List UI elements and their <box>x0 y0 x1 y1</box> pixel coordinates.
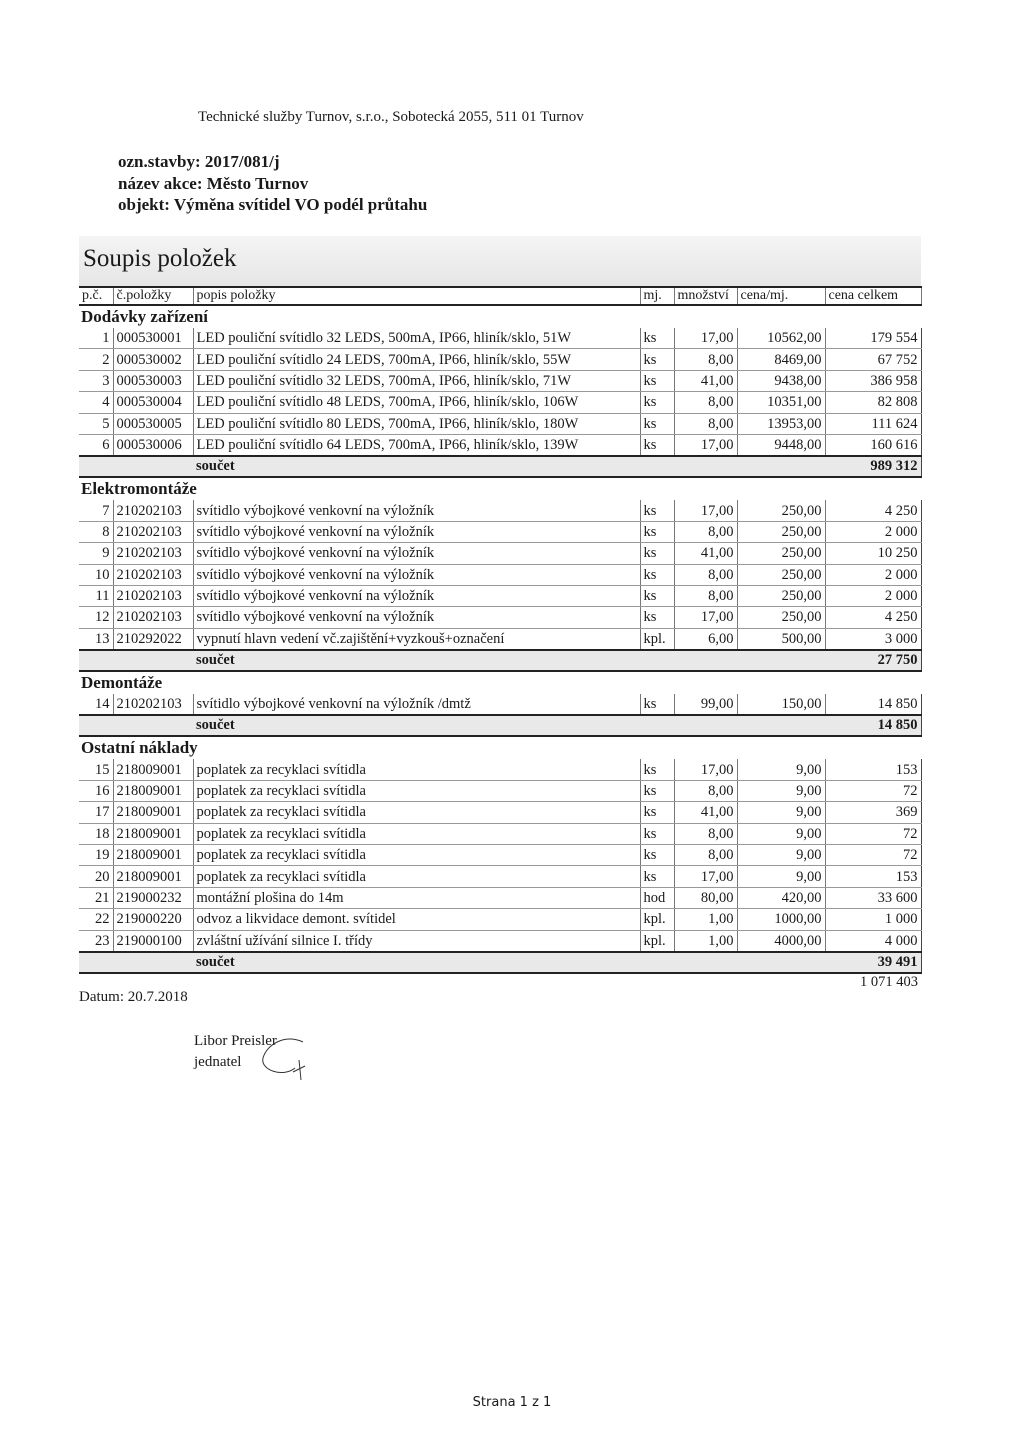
item-code: 000530001 <box>113 328 193 349</box>
company-header: Technické služby Turnov, s.r.o., Sobotecká 2055, 511 01 Turnov <box>198 109 584 125</box>
unit-price: 250,00 <box>737 607 825 628</box>
unit-price: 9448,00 <box>737 434 825 456</box>
date: Datum: 20.7.2018 <box>79 989 188 1005</box>
signature-scrawl <box>255 1030 315 1085</box>
quantity: 8,00 <box>674 585 737 606</box>
row-number: 5 <box>79 413 113 434</box>
table-row <box>79 930 921 952</box>
row-number: 7 <box>79 500 113 521</box>
column-header: cena/mj. <box>737 287 825 305</box>
table-row <box>79 887 921 908</box>
item-description: montážní plošina do 14m <box>193 887 640 908</box>
unit: ks <box>640 564 674 585</box>
unit-price: 1000,00 <box>737 909 825 930</box>
item-code: 210202103 <box>113 500 193 521</box>
table-row <box>79 413 921 434</box>
unit: ks <box>640 802 674 823</box>
quantity: 41,00 <box>674 370 737 391</box>
item-code: 218009001 <box>113 845 193 866</box>
unit: ks <box>640 759 674 780</box>
item-description: svítidlo výbojkové venkovní na výložník <box>193 564 640 585</box>
row-number: 17 <box>79 802 113 823</box>
unit: ks <box>640 780 674 801</box>
total-price: 4 250 <box>825 500 921 521</box>
unit: ks <box>640 370 674 391</box>
section-row <box>79 305 921 328</box>
subtotal-label: součet <box>193 952 825 973</box>
item-description: LED pouliční svítidlo 32 LEDS, 500mA, IP66, hliník/sklo, 51W <box>193 328 640 349</box>
row-number: 21 <box>79 887 113 908</box>
unit-price: 250,00 <box>737 500 825 521</box>
item-description: poplatek za recyklaci svítidla <box>193 823 640 844</box>
subtotal-spacer <box>79 456 193 477</box>
item-code: 000530003 <box>113 370 193 391</box>
section-row <box>79 671 921 694</box>
unit: ks <box>640 866 674 887</box>
subtotal-spacer <box>79 952 193 973</box>
quantity: 8,00 <box>674 349 737 370</box>
item-code: 210202103 <box>113 564 193 585</box>
item-description: svítidlo výbojkové venkovní na výložník <box>193 543 640 564</box>
total-price: 111 624 <box>825 413 921 434</box>
items-table-body <box>79 287 921 990</box>
table-row <box>79 607 921 628</box>
total-price: 386 958 <box>825 370 921 391</box>
column-header: cena celkem <box>825 287 921 305</box>
item-description: vypnutí hlavn vedení vč.zajištění+vyzkouš+označení <box>193 628 640 650</box>
unit-price: 250,00 <box>737 543 825 564</box>
signer-name: Libor Preisler <box>194 1033 277 1049</box>
subtotal-row <box>79 715 921 736</box>
item-code: 210202103 <box>113 543 193 564</box>
table-row <box>79 909 921 930</box>
total-price: 14 850 <box>825 694 921 715</box>
subtotal-value: 14 850 <box>825 715 921 736</box>
document-title: Soupis položek <box>83 245 237 272</box>
table-row <box>79 521 921 542</box>
unit: ks <box>640 349 674 370</box>
item-code: 219000220 <box>113 909 193 930</box>
item-code: 000530002 <box>113 349 193 370</box>
unit-price: 250,00 <box>737 564 825 585</box>
item-code: 000530004 <box>113 392 193 413</box>
total-price: 160 616 <box>825 434 921 456</box>
table-row <box>79 866 921 887</box>
row-number: 14 <box>79 694 113 715</box>
quantity: 8,00 <box>674 392 737 413</box>
item-code: 219000232 <box>113 887 193 908</box>
quantity: 17,00 <box>674 866 737 887</box>
row-number: 6 <box>79 434 113 456</box>
unit: ks <box>640 500 674 521</box>
table-row <box>79 370 921 391</box>
section-title: Demontáže <box>81 673 163 693</box>
item-code: 218009001 <box>113 823 193 844</box>
total-price: 2 000 <box>825 564 921 585</box>
total-price: 179 554 <box>825 328 921 349</box>
unit-price: 9,00 <box>737 802 825 823</box>
item-code: 000530005 <box>113 413 193 434</box>
unit-price: 250,00 <box>737 521 825 542</box>
quantity: 6,00 <box>674 628 737 650</box>
total-price: 72 <box>825 780 921 801</box>
quantity: 17,00 <box>674 759 737 780</box>
item-description: svítidlo výbojkové venkovní na výložník /dmtž <box>193 694 640 715</box>
unit-price: 8469,00 <box>737 349 825 370</box>
items-table <box>79 286 922 990</box>
quantity: 8,00 <box>674 780 737 801</box>
subtotal-label: součet <box>193 456 825 477</box>
section-row <box>79 736 921 759</box>
item-code: 210202103 <box>113 607 193 628</box>
quantity: 99,00 <box>674 694 737 715</box>
total-price: 67 752 <box>825 349 921 370</box>
unit-price: 9,00 <box>737 845 825 866</box>
row-number: 19 <box>79 845 113 866</box>
quantity: 41,00 <box>674 802 737 823</box>
quantity: 8,00 <box>674 564 737 585</box>
item-description: LED pouliční svítidlo 48 LEDS, 700mA, IP66, hliník/sklo, 106W <box>193 392 640 413</box>
item-description: svítidlo výbojkové venkovní na výložník <box>193 500 640 521</box>
total-price: 82 808 <box>825 392 921 413</box>
item-description: svítidlo výbojkové venkovní na výložník <box>193 607 640 628</box>
row-number: 11 <box>79 585 113 606</box>
unit-price: 4000,00 <box>737 930 825 952</box>
unit: ks <box>640 392 674 413</box>
quantity: 41,00 <box>674 543 737 564</box>
table-row <box>79 585 921 606</box>
row-number: 15 <box>79 759 113 780</box>
total-price: 2 000 <box>825 585 921 606</box>
quantity: 8,00 <box>674 845 737 866</box>
unit: ks <box>640 823 674 844</box>
subtotal-spacer <box>79 650 193 671</box>
table-header-row <box>79 287 921 305</box>
item-description: poplatek za recyklaci svítidla <box>193 802 640 823</box>
table-row <box>79 694 921 715</box>
section-title: Elektromontáže <box>81 479 197 499</box>
quantity: 17,00 <box>674 500 737 521</box>
row-number: 3 <box>79 370 113 391</box>
unit-price: 9438,00 <box>737 370 825 391</box>
subtotal-value: 39 491 <box>825 952 921 973</box>
total-price: 2 000 <box>825 521 921 542</box>
quantity: 80,00 <box>674 887 737 908</box>
table-row <box>79 434 921 456</box>
item-description: svítidlo výbojkové venkovní na výložník <box>193 521 640 542</box>
unit-price: 420,00 <box>737 887 825 908</box>
quantity: 8,00 <box>674 413 737 434</box>
row-number: 8 <box>79 521 113 542</box>
total-price: 33 600 <box>825 887 921 908</box>
grand-total-value: 1 071 403 <box>860 973 918 990</box>
unit: ks <box>640 694 674 715</box>
quantity: 17,00 <box>674 434 737 456</box>
total-price: 72 <box>825 845 921 866</box>
unit: kpl. <box>640 628 674 650</box>
item-code: 218009001 <box>113 802 193 823</box>
table-row <box>79 564 921 585</box>
item-description: poplatek za recyklaci svítidla <box>193 780 640 801</box>
unit: ks <box>640 434 674 456</box>
item-description: LED pouliční svítidlo 24 LEDS, 700mA, IP66, hliník/sklo, 55W <box>193 349 640 370</box>
row-number: 4 <box>79 392 113 413</box>
row-number: 23 <box>79 930 113 952</box>
row-number: 13 <box>79 628 113 650</box>
quantity: 17,00 <box>674 328 737 349</box>
project-meta <box>118 151 427 216</box>
row-number: 9 <box>79 543 113 564</box>
total-price: 153 <box>825 759 921 780</box>
table-row <box>79 823 921 844</box>
item-code: 218009001 <box>113 780 193 801</box>
item-description: poplatek za recyklaci svítidla <box>193 845 640 866</box>
item-description: svítidlo výbojkové venkovní na výložník <box>193 585 640 606</box>
row-number: 10 <box>79 564 113 585</box>
table-row <box>79 780 921 801</box>
item-description: poplatek za recyklaci svítidla <box>193 866 640 887</box>
quantity: 1,00 <box>674 909 737 930</box>
unit-price: 10351,00 <box>737 392 825 413</box>
item-description: poplatek za recyklaci svítidla <box>193 759 640 780</box>
object-name: objekt: Výměna svítidel VO podél průtahu <box>118 195 428 214</box>
grand-total-row <box>79 973 921 990</box>
quantity: 1,00 <box>674 930 737 952</box>
item-description: zvláštní užívání silnice I. třídy <box>193 930 640 952</box>
unit: ks <box>640 543 674 564</box>
table-row <box>79 392 921 413</box>
subtotal-label: součet <box>193 650 825 671</box>
table-row <box>79 628 921 650</box>
unit-price: 13953,00 <box>737 413 825 434</box>
total-price: 1 000 <box>825 909 921 930</box>
subtotal-row <box>79 650 921 671</box>
row-number: 16 <box>79 780 113 801</box>
item-code: 210202103 <box>113 521 193 542</box>
section-title: Ostatní náklady <box>81 738 198 758</box>
unit-price: 10562,00 <box>737 328 825 349</box>
column-header: popis položky <box>193 287 640 305</box>
subtotal-row <box>79 952 921 973</box>
unit: ks <box>640 845 674 866</box>
total-price: 4 000 <box>825 930 921 952</box>
unit: ks <box>640 585 674 606</box>
row-number: 1 <box>79 328 113 349</box>
section-title: Dodávky zařízení <box>81 307 209 326</box>
row-number: 2 <box>79 349 113 370</box>
unit: kpl. <box>640 909 674 930</box>
item-code: 218009001 <box>113 866 193 887</box>
column-header: mj. <box>640 287 674 305</box>
table-row <box>79 349 921 370</box>
item-description: odvoz a likvidace demont. svítidel <box>193 909 640 930</box>
total-price: 3 000 <box>825 628 921 650</box>
item-code: 210202103 <box>113 694 193 715</box>
unit: kpl. <box>640 930 674 952</box>
quantity: 8,00 <box>674 521 737 542</box>
unit-price: 150,00 <box>737 694 825 715</box>
total-price: 72 <box>825 823 921 844</box>
total-price: 369 <box>825 802 921 823</box>
subtotal-spacer <box>79 715 193 736</box>
item-code: 000530006 <box>113 434 193 456</box>
unit-price: 250,00 <box>737 585 825 606</box>
page-footer: Strana 1 z 1 <box>472 1395 552 1410</box>
item-description: LED pouliční svítidlo 32 LEDS, 700mA, IP66, hliník/sklo, 71W <box>193 370 640 391</box>
unit: ks <box>640 521 674 542</box>
item-description: LED pouliční svítidlo 80 LEDS, 700mA, IP66, hliník/sklo, 180W <box>193 413 640 434</box>
table-row <box>79 845 921 866</box>
total-price: 4 250 <box>825 607 921 628</box>
subtotal-row <box>79 456 921 477</box>
subtotal-value: 27 750 <box>825 650 921 671</box>
grand-total-spacer <box>79 973 825 990</box>
unit-price: 9,00 <box>737 780 825 801</box>
row-number: 20 <box>79 866 113 887</box>
item-code: 219000100 <box>113 930 193 952</box>
table-row <box>79 759 921 780</box>
total-price: 10 250 <box>825 543 921 564</box>
unit: ks <box>640 607 674 628</box>
unit: ks <box>640 328 674 349</box>
quantity: 17,00 <box>674 607 737 628</box>
unit: ks <box>640 413 674 434</box>
unit-price: 9,00 <box>737 759 825 780</box>
unit: hod <box>640 887 674 908</box>
unit-price: 9,00 <box>737 823 825 844</box>
row-number: 18 <box>79 823 113 844</box>
table-row <box>79 500 921 521</box>
table-row <box>79 802 921 823</box>
column-header: množství <box>674 287 737 305</box>
item-code: 210202103 <box>113 585 193 606</box>
table-row <box>79 328 921 349</box>
signer-role: jednatel <box>194 1054 242 1070</box>
unit-price: 500,00 <box>737 628 825 650</box>
subtotal-label: součet <box>193 715 825 736</box>
unit-price: 9,00 <box>737 866 825 887</box>
action-name: název akce: Město Turnov <box>118 173 309 193</box>
row-number: 22 <box>79 909 113 930</box>
quantity: 8,00 <box>674 823 737 844</box>
column-header: č.položky <box>113 287 193 305</box>
item-code: 210292022 <box>113 628 193 650</box>
row-number: 12 <box>79 607 113 628</box>
subtotal-value: 989 312 <box>825 456 921 477</box>
table-row <box>79 543 921 564</box>
total-price: 153 <box>825 866 921 887</box>
section-row <box>79 477 921 500</box>
item-code: 218009001 <box>113 759 193 780</box>
item-description: LED pouliční svítidlo 64 LEDS, 700mA, IP66, hliník/sklo, 139W <box>193 434 640 456</box>
construction-id: ozn.stavby: 2017/081/j <box>118 152 280 171</box>
column-header: p.č. <box>79 287 113 305</box>
